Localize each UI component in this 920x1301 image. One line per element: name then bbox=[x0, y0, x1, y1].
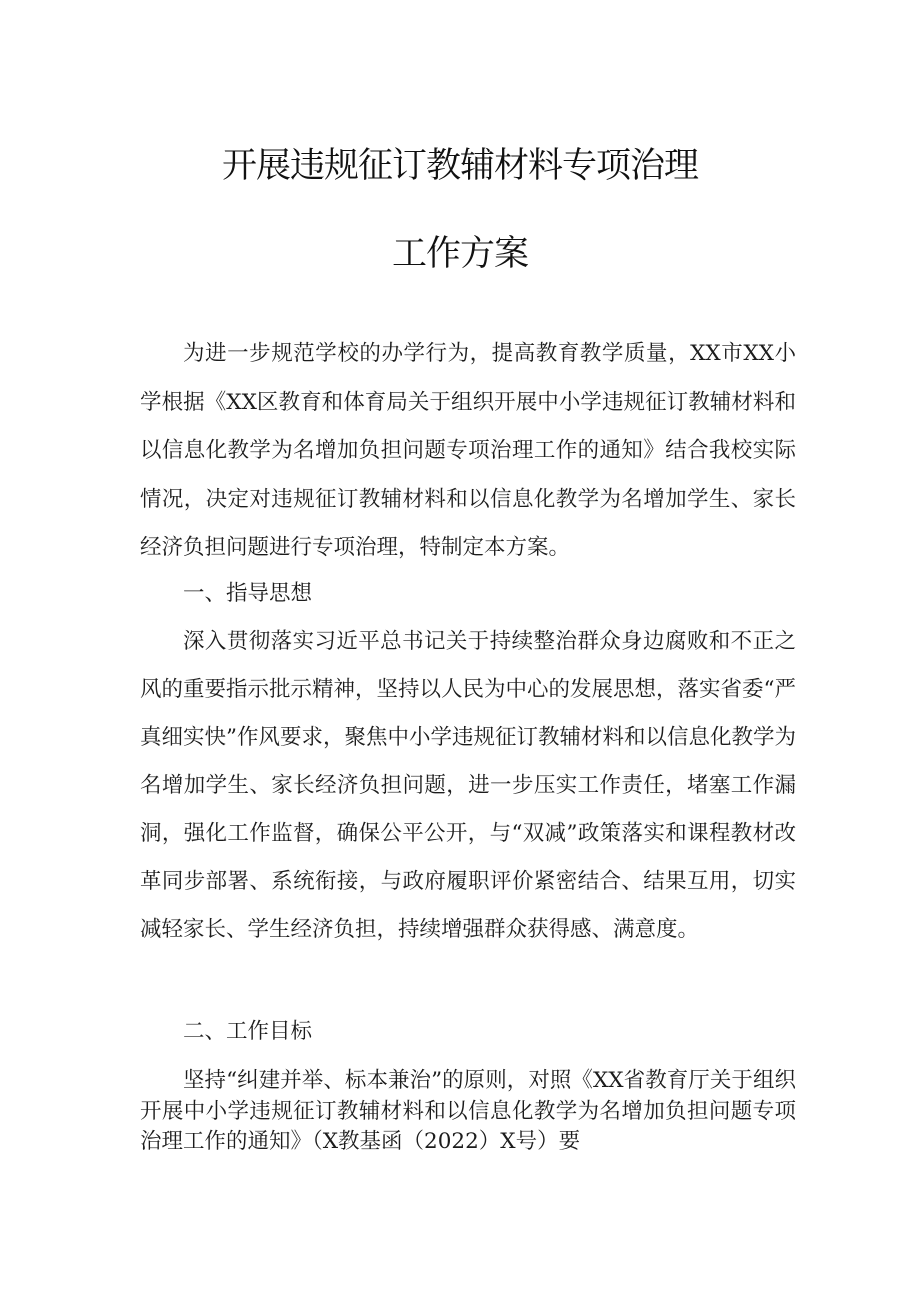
section-1-heading: 一、指导思想 bbox=[183, 581, 313, 606]
document-title-line-2: 工作方案 bbox=[391, 234, 528, 274]
intro-paragraph: 为进一步规范学校的办学行为，提高教育教学质量，XX市XX小学根据《XX区教育和体育局关于组织开展中小学违规征订教辅材料和以信息化教学为名增加负担问题专项治理工作的通知》结合我校实际情况，决定对违规征订教辅材料和以信息化教学为名增加学生、家长经济负担问题进行专项治理，特制定本方案。 bbox=[140, 341, 796, 560]
section-2-paragraph: 坚持“纠建并举、标本兼治”的原则，对照《XX省教育厅关于组织开展中小学违规征订教辅材料和以信息化教学为名增加负担问题专项治理工作的通知》（X教基函（2022）X号）要 bbox=[140, 1068, 796, 1154]
work-goals-section bbox=[140, 1008, 796, 1158]
document-title-line-1: 开展违规征订教辅材料专项治理 bbox=[221, 146, 698, 186]
intro-section bbox=[140, 330, 796, 573]
section-1-paragraph: 深入贯彻落实习近平总书记关于持续整治群众身边腐败和不正之风的重要指示批示精神，坚持以人民为中心的发展思想，落实省委“严真细实快”作风要求，聚焦中小学违规征订教辅材料和以信息化教学为名增加学生、家长经济负担问题，进一步压实工作责任，堵塞工作漏洞，强化工作监督，确保公平公开，与“双减”政策落实和课程教材改革同步部署、系统衔接，与政府履职评价紧密结合、结果互用，切实减轻家长、学生经济负担，持续增强群众获得感、满意度。 bbox=[140, 629, 796, 942]
guiding-thought-section bbox=[140, 570, 796, 954]
section-2-heading: 二、工作目标 bbox=[183, 1019, 313, 1044]
